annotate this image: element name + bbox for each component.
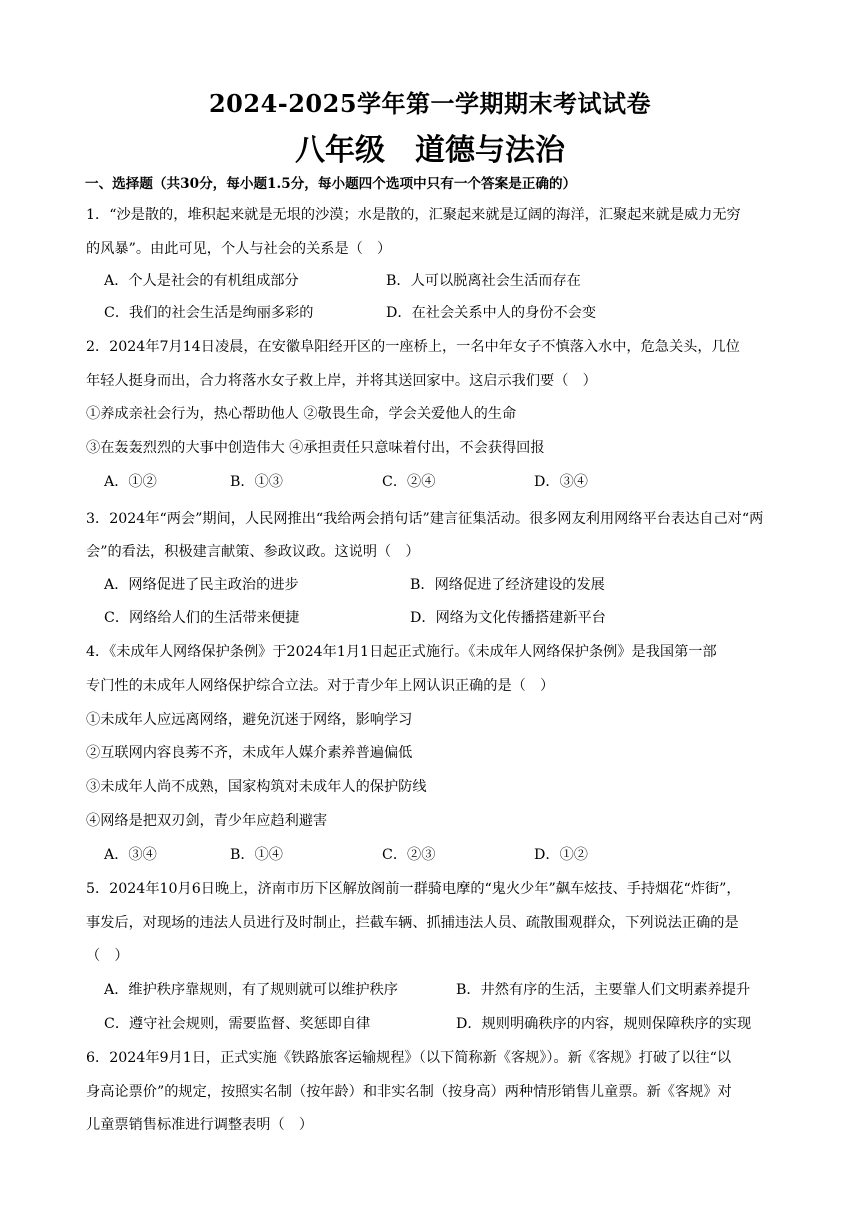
question-stem-line: 专门性的未成年人网络保护综合立法。对于青少年上网认识正确的是（ ） [86,678,555,694]
statement-item: ②互联网内容良莠不齐，未成年人媒介素养普遍偏低 [86,745,413,761]
option-d: D．③④ [534,474,588,490]
option-c: C．②④ [382,474,436,490]
exam-title: 2024-2025学年第一学期期末考试试卷 [208,89,652,118]
option-a: A．③④ [104,847,157,863]
option-c: C．遵守社会规则，需要监督、奖惩即自律 [104,1016,371,1032]
option-c: C．网络给人们的生活带来便捷 [104,610,300,626]
question-stem-line: 会”的看法，积极建言献策、参政议政。这说明（ ） [86,544,420,560]
option-c: C．我们的社会生活是绚丽多彩的 [104,305,314,321]
option-d: D．规则明确秩序的内容，规则保障秩序的实现 [456,1016,752,1032]
question-stem-line: 2．2024年7月14日凌晨，在安徽阜阳经开区的一座桥上，一名中年女子不慎落入水中，危急关头，几位 [86,339,740,355]
question-stem-line: 4．《未成年人网络保护条例》于2024年1月1日起正式施行。《未成年人网络保护条例》是我国第一部 [86,644,717,660]
statement-item: ③未成年人尚不成熟，国家构筑对未成年人的保护防线 [86,779,427,795]
option-a: A．维护秩序靠规则，有了规则就可以维护秩序 [104,982,398,998]
exam-subtitle: 八年级 道德与法治 [295,133,565,168]
option-d: D．①② [534,847,588,863]
option-b: B．井然有序的生活，主要靠人们文明素养提升 [456,982,751,998]
option-a: A．①② [104,474,157,490]
statement-item: ③在轰轰烈烈的大事中创造伟大 ④承担责任只意味着付出，不会获得回报 [86,440,545,456]
question-stem-line: 的风暴”。由此可见，个人与社会的关系是（ ） [86,241,392,257]
question-stem-line: 年轻人挺身而出，合力将落水女子救上岸，并将其送回家中。这启示我们要（ ） [86,373,597,389]
statement-item: ④网络是把双刃剑，青少年应趋利避害 [86,813,328,829]
statement-item: ①未成年人应远离网络，避免沉迷于网络，影响学习 [86,712,413,728]
question-stem-line: 3．2024年“两会”期间，人民网推出“我给两会捎句话”建言征集活动。很多网友利用网络平台表达自己对“两 [86,511,764,527]
option-b: B．人可以脱离社会生活而存在 [386,273,581,289]
option-b: B．①④ [230,847,283,863]
question-stem-line: 身高论票价”的规定，按照实名制（按年龄）和非实名制（按身高）两种情形销售儿童票。新《客规》对 [86,1084,732,1100]
question-stem-line: （ ） [86,948,129,964]
option-c: C．②③ [382,847,436,863]
question-stem-line: 事发后，对现场的违法人员进行及时制止，拦截车辆、抓捕违法人员、疏散围观群众，下列说法正确的是 [86,915,739,931]
option-a: A．网络促进了民主政治的进步 [104,577,299,593]
section-heading: 一、选择题（共30分，每小题1.5分，每小题四个选项中只有一个答案是正确的） [85,176,577,192]
question-stem-line: 儿童票销售标准进行调整表明（ ） [86,1117,314,1133]
option-a: A．个人是社会的有机组成部分 [104,273,299,289]
question-stem-line: 6．2024年9月1日，正式实施《铁路旅客运输规程》（以下简称新《客规》）。新《客规》打破了以往“以 [86,1050,732,1066]
question-stem-line: 5．2024年10月6日晚上，济南市历下区解放阁前一群骑电摩的“鬼火少年”飙车炫技、手持烟花“炸街”， [86,881,741,897]
question-stem-line: 1．“沙是散的，堆积起来就是无垠的沙漠；水是散的，汇聚起来就是辽阔的海洋，汇聚起来就是威力无穷 [86,207,741,223]
option-b: B．①③ [230,474,283,490]
statement-item: ①养成亲社会行为，热心帮助他人 ②敬畏生命，学会关爱他人的生命 [86,406,517,422]
option-d: D．在社会关系中人的身份不会变 [386,305,597,321]
option-d: D．网络为文化传播搭建新平台 [410,610,606,626]
option-b: B．网络促进了经济建设的发展 [410,577,605,593]
